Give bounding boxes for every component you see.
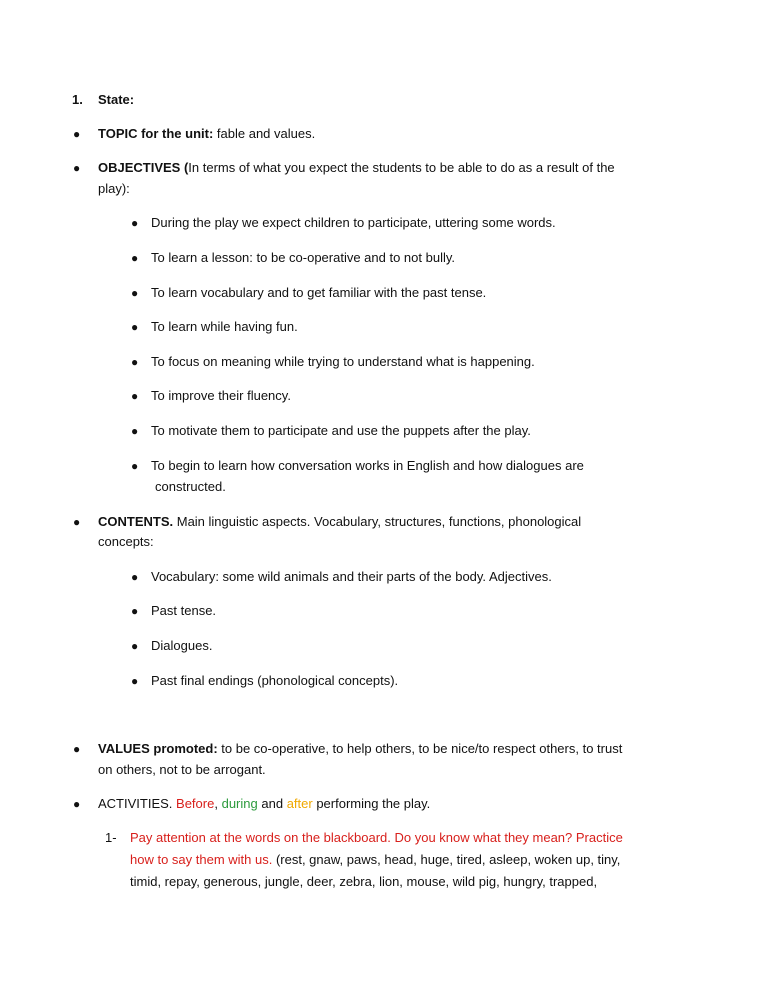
- objectives-line-1: [98, 160, 615, 176]
- topic-line: [98, 126, 315, 142]
- bullet-icon: ●: [73, 161, 81, 175]
- values-text-2: on others, not to be arrogant.: [98, 762, 266, 777]
- contents-item: Vocabulary: some wild animals and their parts of the body. Adjectives.: [151, 569, 552, 584]
- objective-item: To begin to learn how conversation works in English and how dialogues are: [151, 458, 584, 473]
- bullet-icon: ●: [131, 286, 139, 300]
- objective-item: During the play we expect children to participate, uttering some words.: [151, 215, 556, 230]
- activities-label: ACTIVITIES.: [98, 796, 173, 811]
- bullet-icon: ●: [73, 797, 81, 811]
- objective-item: To learn while having fun.: [151, 319, 298, 334]
- activities-during: during: [221, 796, 258, 811]
- objective-item: To motivate them to participate and use the puppets after the play.: [151, 423, 531, 438]
- step-text-1: Pay attention at the words on the blackboard. Do you know what they mean? Practice: [130, 830, 623, 845]
- activities-after: after: [286, 796, 313, 811]
- bullet-icon: ●: [131, 424, 139, 438]
- bullet-icon: ●: [131, 216, 139, 230]
- objectives-text-2: play):: [98, 181, 130, 196]
- topic-label: TOPIC for the unit:: [98, 126, 214, 141]
- activities-line: [98, 796, 430, 812]
- bullet-icon: ●: [73, 515, 81, 529]
- bullet-icon: ●: [73, 742, 81, 756]
- step-number: 1-: [105, 830, 117, 845]
- contents-text-2: concepts:: [98, 534, 154, 549]
- contents-line-1: [98, 514, 581, 530]
- bullet-icon: ●: [73, 127, 81, 141]
- values-line-1: [98, 741, 622, 757]
- heading-number: 1.: [72, 92, 83, 107]
- activities-before: Before: [176, 796, 215, 811]
- values-label: VALUES promoted:: [98, 741, 218, 756]
- objectives-label: OBJECTIVES (: [98, 160, 189, 175]
- objective-item: To learn vocabulary and to get familiar with the past tense.: [151, 285, 487, 300]
- bullet-icon: ●: [131, 639, 139, 653]
- activities-and: and: [261, 796, 284, 811]
- bullet-icon: ●: [131, 674, 139, 688]
- contents-item: Past final endings (phonological concepts).: [151, 673, 399, 688]
- contents-text-1: Main linguistic aspects. Vocabulary, structures, functions, phonological: [173, 514, 582, 529]
- activities-rest: performing the play.: [316, 796, 431, 811]
- contents-label: CONTENTS.: [98, 514, 174, 529]
- objective-item: To learn a lesson: to be co-operative and to not bully.: [151, 250, 456, 265]
- heading-state: State:: [98, 92, 135, 107]
- step-text-3: timid, repay, generous, jungle, deer, zebra, lion, mouse, wild pig, hungry, trapped,: [130, 874, 598, 889]
- step-text-2-red: how to say them with us.: [130, 852, 273, 867]
- values-text-1: to be co-operative, to help others, to be nice/to respect others, to trust: [217, 741, 623, 756]
- bullet-icon: ●: [131, 459, 139, 473]
- objectives-text-1: In terms of what you expect the students to be able to do as a result of the: [188, 160, 615, 175]
- objective-item: To focus on meaning while trying to understand what is happening.: [151, 354, 535, 369]
- activities-comma: ,: [214, 796, 218, 811]
- bullet-icon: ●: [131, 355, 139, 369]
- step-line-2: [130, 852, 620, 868]
- objective-item-continued: constructed.: [155, 479, 226, 494]
- bullet-icon: ●: [131, 251, 139, 265]
- topic-text: fable and values.: [213, 126, 316, 141]
- bullet-icon: ●: [131, 570, 139, 584]
- bullet-icon: ●: [131, 604, 139, 618]
- objective-item: To improve their fluency.: [151, 388, 291, 403]
- contents-item: Dialogues.: [151, 638, 213, 653]
- bullet-icon: ●: [131, 389, 139, 403]
- contents-item: Past tense.: [151, 603, 217, 618]
- step-text-2-black: (rest, gnaw, paws, head, huge, tired, asleep, woken up, tiny,: [272, 852, 621, 867]
- bullet-icon: ●: [131, 320, 139, 334]
